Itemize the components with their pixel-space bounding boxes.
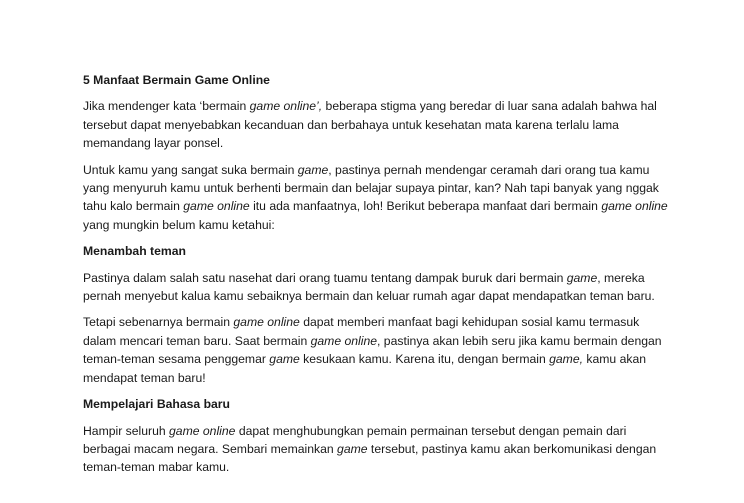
intro-paragraph-2 bbox=[83, 161, 672, 235]
italic-text-run: game bbox=[269, 352, 300, 367]
text-run: itu ada manfaatnya, loh! Berikut beberapa manfaat dari bermain bbox=[249, 199, 602, 214]
text-run: Untuk kamu yang sangat suka bermain bbox=[83, 162, 298, 177]
text-run: 5 Manfaat Bermain Game Online bbox=[83, 73, 270, 87]
text-run: beberapa stigma yang beredar di luar sana adalah bahwa hal tersebut dapat menyebabkan kecanduan dan berbahaya untuk kesehatan mata karena terlalu lama memandang layar ponsel. bbox=[83, 99, 661, 151]
italic-text-run: game bbox=[297, 162, 329, 177]
text-run: kamu akan mendapat teman baru! bbox=[83, 352, 650, 385]
italic-text-run: game online bbox=[183, 199, 250, 214]
italic-text-run: game online bbox=[169, 423, 236, 438]
text-run: Menambah teman bbox=[83, 244, 186, 259]
text-run: tersebut, pastinya kamu akan berkomunikasi dengan teman-teman mabar kamu. bbox=[83, 441, 660, 475]
intro-paragraph-1 bbox=[83, 97, 669, 152]
text-run: dapat menghubungkan pemain permainan tersebut dengan pemain dari berbagai macam negara. Sembari memainkan bbox=[83, 423, 630, 456]
text-run: Mempelajari Bahasa baru bbox=[83, 397, 230, 412]
text-run: Hampir seluruh bbox=[83, 423, 170, 438]
article-title bbox=[83, 71, 669, 89]
italic-text-run: game, bbox=[549, 352, 583, 367]
text-run: , pastinya pernah mendengar ceramah dari orang tua kamu yang menyuruh kamu untuk berhenti bermain dan belajar supaya pintar, kan? Nah tapi banyak yang nggak tahu kalo bermain bbox=[83, 162, 663, 214]
text-run: Tetapi sebenarnya bermain bbox=[83, 315, 234, 330]
text-run: , mereka pernah menyebut kalua kamu sebaiknya bermain dan keluar rumah agar dapat mendapatkan teman baru. bbox=[83, 270, 655, 304]
italic-text-run: game online bbox=[601, 199, 668, 214]
text-run: Pastinya dalam salah satu nasehat dari orang tuamu tentang dampak buruk dari bermain bbox=[83, 270, 567, 285]
italic-text-run: game online’, bbox=[249, 99, 323, 114]
section-2-paragraph-1 bbox=[83, 422, 669, 477]
document-body bbox=[83, 71, 672, 477]
section-heading-mempelajari-bahasa-baru bbox=[83, 395, 669, 413]
text-run: yang mungkin belum kamu ketahui: bbox=[83, 199, 672, 232]
section-1-paragraph-1 bbox=[83, 269, 669, 306]
section-1-paragraph-2 bbox=[83, 313, 669, 387]
italic-text-run: game online bbox=[310, 333, 378, 348]
text-run: , pastinya akan lebih seru jika kamu bermain dengan teman-teman sesama penggemar bbox=[83, 333, 665, 367]
text-run: dapat memberi manfaat bagi kehidupan sosial kamu termasuk dalam mencari teman baru. Saat bermain bbox=[83, 315, 643, 348]
italic-text-run: game online bbox=[233, 315, 300, 330]
italic-text-run: game bbox=[566, 270, 598, 285]
italic-text-run: game bbox=[337, 441, 368, 456]
text-run: Jika mendenger kata ‘bermain bbox=[83, 99, 250, 114]
text-run: kesukaan kamu. Karena itu, dengan bermain bbox=[299, 352, 550, 367]
section-heading-menambah-teman bbox=[83, 242, 669, 260]
